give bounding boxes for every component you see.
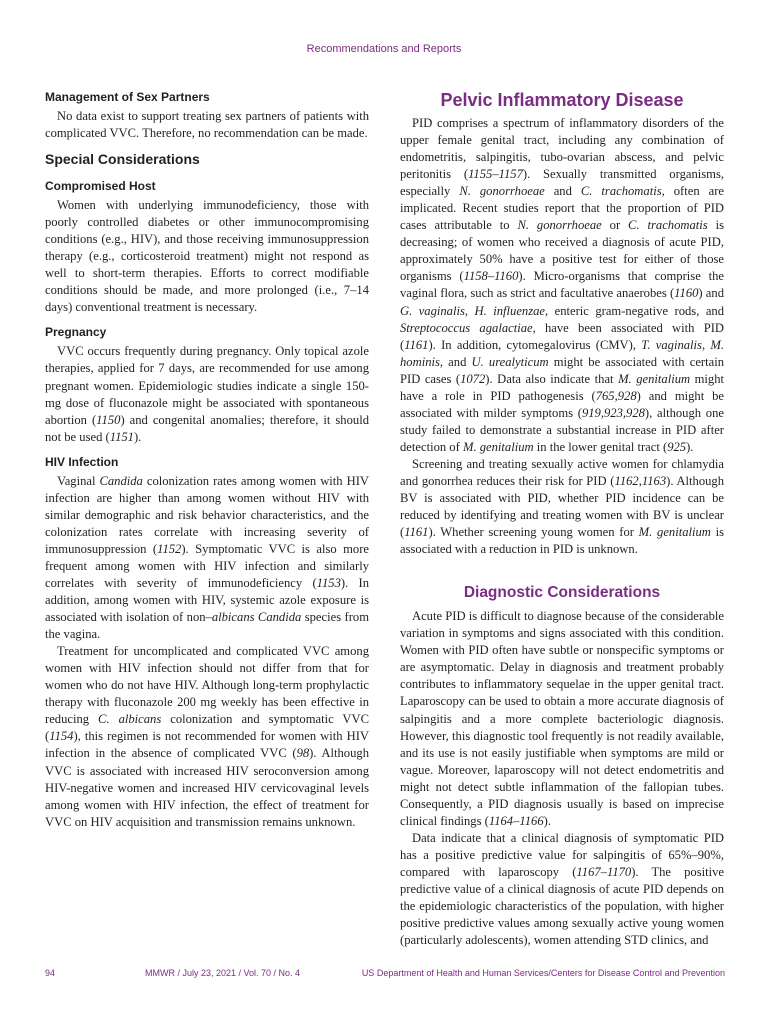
heading-diagnostic-considerations: Diagnostic Considerations — [463, 584, 661, 602]
paragraph-hiv-1: Vaginal Candida colonization rates among women with HIV infection are higher than among women without HIV with similar demographic and risk behavior characteristics, and the colonization rates correlate with increasing severity of immunosuppression (1152). Symptomatic VVC is also more frequent among women with HIV infection and similarly correlates with severity of immunodeficiency (1153). In addition, among women with HIV, systemic azole exposure is associated with isolation of non–albicans Candida species from the vagina. — [45, 473, 370, 642]
heading-sex-partners: Management of Sex Partners — [45, 90, 210, 104]
paragraph-diagnostic-2: Data indicate that a clinical diagnosis of symptomatic PID has a positive predictive value for salpingitis of 65%–90%, compared with laparoscopy (1167–1170). The positive predictive value of a clinical diagnosis of acute PID depends on the epidemiologic characteristics of the population, with higher positive predictive values among sexually active young women (particularly adolescents), women attending STD clinics, and — [400, 830, 725, 948]
heading-compromised-host: Compromised Host — [45, 179, 156, 194]
paragraph-pid-2: Screening and treating sexually active women for chlamydia and gonorrhea reduces their risk for PID (1162,1163). Although BV is associated with PID, whether PID incidence can be reduced by identifying and treating women with BV is unclear (1161). Whether screening young women for M. genitalium is associated with a reduction in PID is unknown. — [400, 456, 725, 557]
left-column — [45, 90, 369, 831]
page-footer — [45, 968, 725, 982]
right-column — [400, 90, 724, 949]
paragraph-compromised-host: Women with underlying immunodeficiency, those with poorly controlled diabetes or other immunocompromising conditions (e.g., HIV), and those receiving immunosuppression therapy (e.g., corticosteroid treatment) might not respond as well to short-term therapies. Efforts to correct modifiable conditions should be made, and more prolonged (i.e., 7–14 days) conventional treatment is necessary. — [45, 198, 369, 315]
publisher-info: US Department of Health and Human Services/Centers for Disease Control and Prevention — [361, 968, 725, 978]
issue-info: MMWR / July 23, 2021 / Vol. 70 / No. 4 — [145, 968, 301, 978]
paragraph-pid-1: PID comprises a spectrum of inflammatory disorders of the upper female genital tract, including any combination of endometritis, salpingitis, tubo-ovarian abscess, and pelvic peritonitis (1155–1157). Sexually transmitted organisms, especially N. gonorrhoeae and C. trachomatis, often are implicated. Recent studies report that the proportion of PID cases attributable to N. gonorrhoeae or C. trachomatis is decreasing; of women who received a diagnosis of acute PID, approximately 50% have a positive test for either of those organisms (1158–1160). Micro-organisms that comprise the vaginal flora, such as strict and facultative anaerobes (1160) and G. vaginalis, H. influenzae, enteric gram-negative rods, and Streptococcus agalactiae, have been associated with PID (1161). In addition, cytomegalovirus (CMV), T. vaginalis, M. hominis, and U. urealyticum might be associated with certain PID cases (1072). Data also indicate that M. genitalium might have a role in PID pathogenesis (765,928) and might be associated with milder symptoms (919,923,928), although one study failed to demonstrate a substantial increase in PID after detection of M. genitalium in the lower genital tract (925). — [400, 116, 725, 454]
paragraph-hiv-2: Treatment for uncomplicated and complicated VVC among women with HIV infection should not differ from that for women who do not have HIV. Although long-term prophylactic therapy with fluconazole 200 mg weekly has been effective in reducing C. albicans colonization and symptomatic VVC (1154), this regimen is not recommended for women with HIV infection in the absence of complicated VVC (98). Although VVC is associated with increased HIV seroconversion among HIV-negative women and increased HIV cervicovaginal levels among women with HIV infection, the effect of treatment for VVC on HIV acquisition and transmission remains unknown. — [45, 644, 369, 829]
paragraph-sex-partners: No data exist to support treating sex partners of patients with complicated VVC. Therefore, no recommendation can be made. — [45, 109, 369, 141]
page-number: 94 — [45, 968, 56, 978]
heading-pelvic-inflammatory-disease: Pelvic Inflammatory Disease — [440, 90, 684, 110]
paragraph-pregnancy: VVC occurs frequently during pregnancy. Only topical azole therapies, applied for 7 days, are recommended for use among pregnant women. Epidemiologic studies indicate a single 150-mg dose of fluconazole might be associated with spontaneous abortion (1150) and congenital anomalies; therefore, it should not be used (1151). — [45, 344, 369, 444]
heading-hiv-infection: HIV Infection — [45, 454, 119, 469]
heading-pregnancy: Pregnancy — [45, 325, 107, 340]
paragraph-diagnostic-1: Acute PID is difficult to diagnose because of the considerable variation in symptoms and signs associated with this condition. Women with PID often have subtle or nonspecific symptoms or are asymptomatic. Delay in diagnosis and treatment probably contributes to inflammatory sequelae in the upper genital tract. Laparoscopy can be used to obtain a more accurate diagnosis of salpingitis and a more complete bacteriologic diagnosis. However, this diagnostic tool frequently is not readily available, and its use is not easily justifiable when symptoms are mild or vague. Moreover, laparoscopy will not detect endometritis and might not detect subtle inflammation of the fallopian tubes. Consequently, a PID diagnosis usually is based on imprecise clinical findings (1164–1166). — [400, 609, 724, 828]
heading-special-considerations: Special Considerations — [45, 151, 200, 168]
running-head: Recommendations and Reports — [306, 43, 462, 55]
